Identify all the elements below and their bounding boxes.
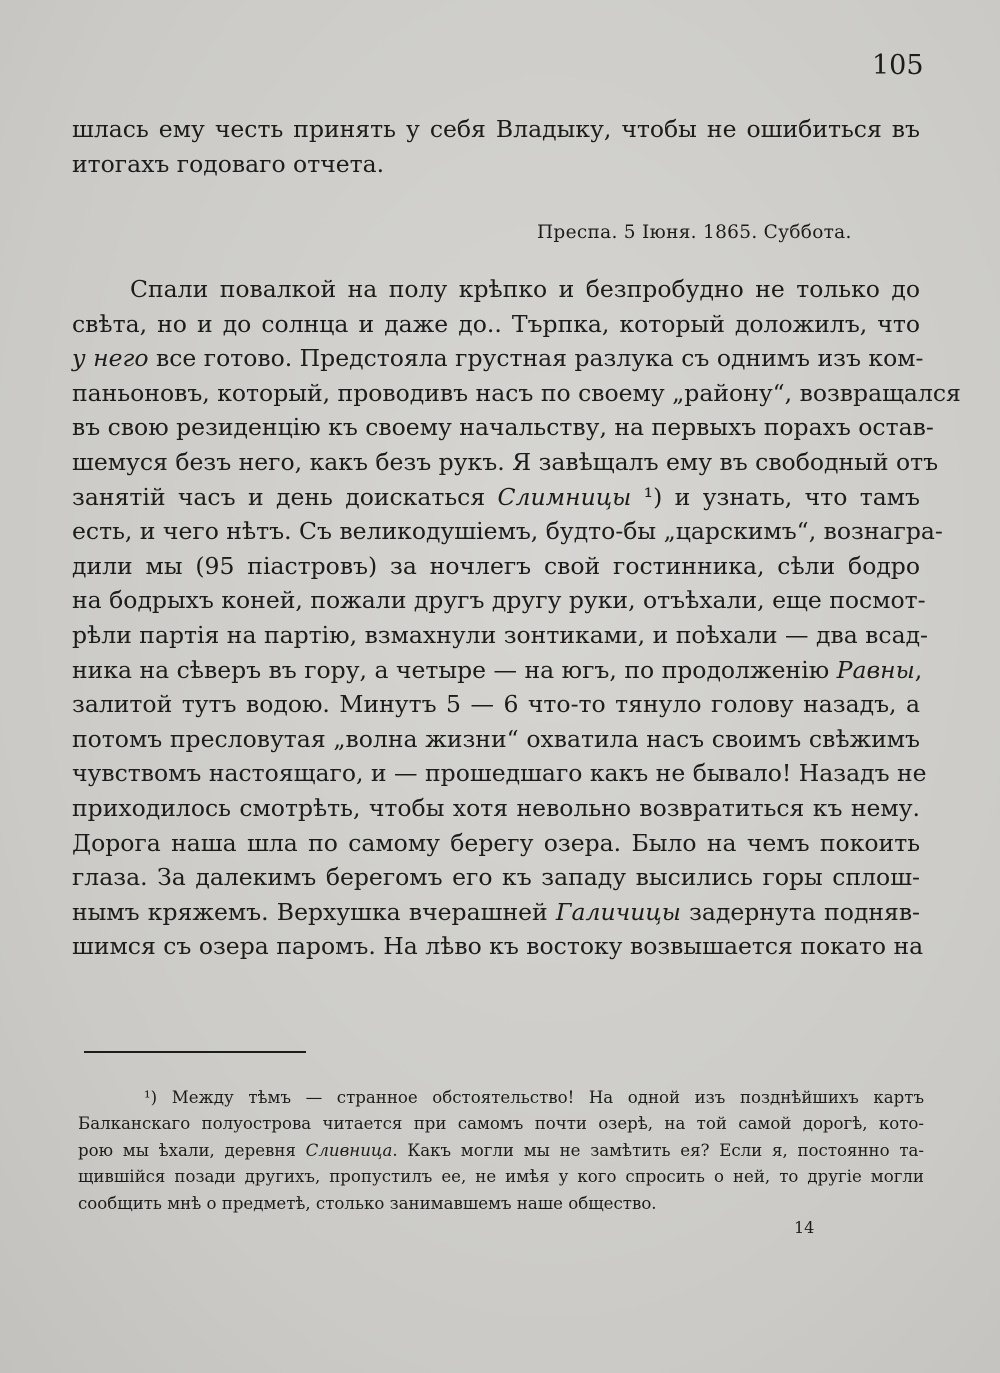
text-line: залитой тутъ водою. Минутъ 5 — 6 что-то тянуло голову назадъ, а (72, 690, 920, 719)
text-line: шлась ему честь принять у себя Владыку, чтобы не ошибиться въ (72, 115, 920, 143)
text-line: Спали повалкой на полу крѣпко и безпробудно не только до (130, 275, 920, 303)
text-line: приходилось смотрѣть, чтобы хотя невольно возвратиться къ нему. (72, 793, 920, 822)
italic-place-name: Равны (836, 655, 915, 684)
text-line: рѣли партія на партію, взмахнули зонтиками, и поѣхали — два всад- (72, 620, 928, 649)
text-line: Дорога наша шла по самому берегу озера. Было на чемъ покоить (72, 828, 920, 857)
text-line (72, 895, 920, 930)
text-line: на бодрыхъ коней, пожали другъ другу руки, отъѣхали, еще посмот- (72, 586, 926, 615)
text-line: есть, и чего нѣтъ. Съ великодушіемъ, будто-бы „царскимъ“, вознагра- (72, 517, 943, 546)
main-paragraph (72, 272, 961, 964)
footnote-divider (84, 1051, 306, 1053)
text-segment: . Какъ могли мы не замѣтить ея? Если я, постоянно та- (392, 1140, 924, 1160)
text-segment: нымъ кряжемъ. Верхушка вчерашней (72, 897, 556, 926)
opening-text (72, 112, 920, 181)
text-line (72, 341, 924, 376)
text-line: итогахъ годоваго отчета. (72, 149, 385, 178)
text-line: шимся съ озера паромъ. На лѣво къ востоку возвышается покато на (72, 932, 924, 961)
footnote-line: ¹) Между тѣмъ — странное обстоятельство! На одной изъ позднѣйшихъ картъ (144, 1088, 924, 1107)
text-line (72, 480, 920, 515)
page-number: 105 (872, 50, 924, 81)
dateline: Преспа. 5 Іюня. 1865. Суббота. (537, 222, 852, 243)
text-line: шемуся безъ него, какъ безъ рукъ. Я завѣщалъ ему въ свободный отъ (72, 447, 939, 476)
text-segment: ника на сѣверъ въ гору, а четыре — на югъ, по продолженію (72, 655, 837, 684)
text-segment: занятій часъ и день доискаться (72, 482, 498, 511)
text-line: чувствомъ настоящаго, и — прошедшаго какъ не бывало! Назадъ не (72, 759, 927, 788)
text-segment: ¹) и узнать, что тамъ (631, 482, 920, 511)
text-line (72, 653, 923, 688)
text-segment: рою мы ѣхали, деревня (78, 1140, 306, 1160)
text-line: глаза. За далекимъ берегомъ его къ западу высились горы сплош- (72, 863, 920, 892)
italic-place-name: Галичицы (555, 897, 681, 926)
footnote-line (78, 1138, 924, 1164)
footnote-line: Балканскаго полуострова читается при самомъ почти озерѣ, на той самой дорогѣ, кото- (78, 1114, 924, 1134)
text-line: свѣта, но и до солнца и даже до.. Търпка, который доложилъ, что (72, 309, 920, 338)
footnote-line: сообщить мнѣ о предметѣ, столько занимавшемъ наше общество. (78, 1193, 657, 1213)
text-line: дили мы (95 піастровъ) за ночлегъ свой гостинника, сѣли бодро (72, 551, 920, 580)
footnote (78, 1085, 924, 1217)
italic-place-name: Слимницы (497, 482, 632, 511)
text-segment: , (914, 655, 923, 684)
italic-phrase: у него (72, 344, 149, 373)
text-line: въ свою резиденцію къ своему начальству, на первыхъ порахъ остав- (72, 413, 934, 442)
text-segment: все готово. Предстояла грустная разлука съ однимъ изъ ком- (148, 344, 924, 373)
italic-place-name: Сливница (305, 1140, 393, 1160)
footnote-line: щившійся позади другихъ, пропустилъ ее, не имѣя у кого спросить о ней, то другіе могли (78, 1167, 924, 1187)
signature-mark: 14 (794, 1218, 815, 1237)
text-line: потомъ пресловутая „волна жизни“ охватила насъ своимъ свѣжимъ (72, 724, 920, 753)
text-segment: задернута подняв- (680, 897, 920, 926)
text-line: паньоновъ, который, проводивъ насъ по своему „району“, возвращался (72, 378, 961, 407)
